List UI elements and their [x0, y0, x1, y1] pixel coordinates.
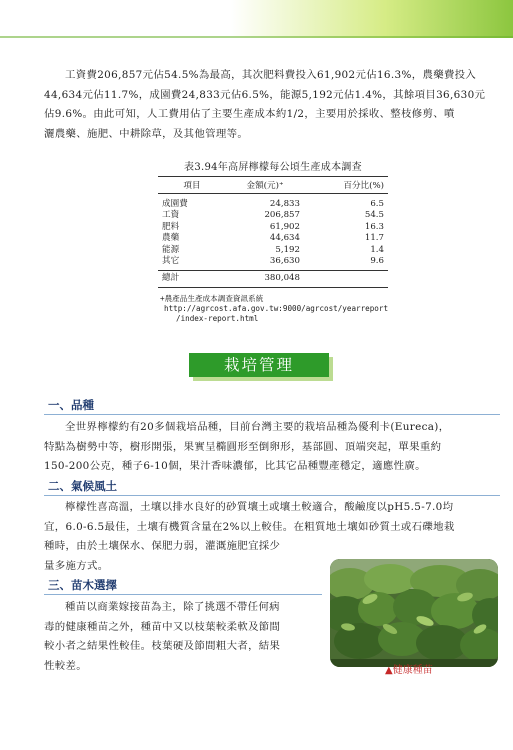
cell-total-percent: [304, 271, 388, 287]
cell-percent: 9.6: [370, 256, 384, 267]
heading-text: 一、品種: [48, 398, 94, 412]
cell-item: 肥料: [162, 221, 180, 232]
note-link[interactable]: /index-report.html: [176, 314, 259, 323]
cell-total-label: 總計: [158, 271, 226, 287]
note-line: +農產品生產成本調查資訊系統: [160, 294, 264, 303]
cell-percent: 54.5: [364, 210, 384, 221]
cell-amount: 206,857: [264, 210, 300, 221]
paragraph-line: 性較差。: [44, 659, 87, 672]
cost-table: [158, 176, 388, 288]
cell-item: 農藥: [162, 233, 180, 244]
table-header-row: [158, 177, 388, 194]
cell-amount: 61,902: [269, 221, 300, 232]
paragraph-line: 較小者之結果性較佳。枝葉硬及節間粗大者，結果: [44, 640, 281, 653]
header-divider: [0, 36, 513, 38]
heading-text: 二、氣候風土: [48, 479, 117, 493]
seedling-photo: [330, 559, 498, 667]
header-item: 項目: [158, 177, 226, 194]
section-heading-variety: [44, 397, 500, 415]
header-percent: 百分比(%): [304, 177, 388, 194]
header-amount: 金額(元)⁺: [226, 177, 304, 194]
cell-item: 工資: [162, 210, 180, 221]
table-row: [158, 210, 388, 221]
intro-line: 44,634元佔11.7%，成園費24,833元佔6.5%，能源5,192元佔1.4%，其餘項目36,630元: [44, 88, 486, 101]
cell-item: 成園費: [162, 199, 188, 209]
intro-line: 灑農藥、施肥、中耕除草，及其他管理等。: [44, 127, 249, 140]
note-link[interactable]: http://agrcost.afa.gov.tw:9000/agrcost/yearreport: [164, 304, 389, 313]
heading-underline: [44, 495, 500, 496]
table-row: [158, 222, 388, 233]
paragraph-line: 宜，6.0-6.5最佳，土壤有機質含量在2%以上較佳。在粗質地土壤如砂質土或石礫地栽: [44, 520, 455, 533]
cell-percent: 11.7: [364, 233, 384, 244]
table-row: [158, 194, 388, 211]
heading-underline: [44, 414, 500, 415]
paragraph-line: 全世界檸檬約有20多個栽培品種，目前台灣主要的栽培品種為優利卡(Eureca)，: [65, 421, 450, 433]
cell-amount: 24,833: [269, 199, 300, 209]
paragraph-line: 種時，由於土壤保水、保肥力弱，灌溉施肥宜採少: [44, 540, 281, 553]
cell-percent: 1.4: [370, 244, 384, 255]
intro-paragraph: [44, 66, 500, 144]
paragraph-line: 特點為樹勢中等，樹形開張，果實呈橢圓形至倒卵形，基部圓、頂端突起，單果重約: [44, 440, 442, 453]
cost-table-block: [158, 158, 388, 288]
paragraph-line: 毒的健康種苗之外，種苗中又以枝葉較柔軟及節間: [44, 620, 281, 633]
seedling-paragraph: [44, 598, 327, 676]
intro-line: 佔9.6%。由此可知，人工費用佔了主要生產成本約1/2，主要用於採收、整枝修剪、噴: [44, 108, 455, 121]
cell-percent: 16.3: [364, 221, 384, 232]
paragraph-line: 量多施方式。: [44, 559, 109, 572]
cell-amount: 36,630: [269, 256, 300, 267]
intro-line: 工資費206,857元佔54.5%為最高，其次肥料費投入61,902元佔16.3%，農藥費投入: [65, 69, 477, 81]
paragraph-line: 150-200公克，種子6-10個，果汁香味濃郁，比其它品種豐產穩定，適應性廣。: [44, 460, 426, 473]
cell-item: 其它: [162, 256, 180, 267]
heading-underline: [44, 594, 322, 595]
table-row: [158, 233, 388, 244]
table-row: [158, 245, 388, 256]
cell-item: 能源: [162, 244, 180, 255]
cell-percent: 6.5: [370, 199, 384, 209]
table-total-row: [158, 271, 388, 287]
table-row: [158, 256, 388, 271]
cell-amount: 44,634: [269, 233, 300, 244]
variety-paragraph: [44, 418, 500, 477]
heading-text: 三、苗木選擇: [48, 578, 117, 592]
seedling-photo-illustration: [330, 559, 498, 667]
paragraph-line: 檸檬性喜高溫，土壤以排水良好的砂質壤土或壤土較適合，酸鹼度以pH5.5-7.0均: [65, 501, 454, 513]
section-heading-climate: [44, 478, 500, 496]
section-banner: 栽培管理: [189, 353, 329, 377]
photo-caption: ▲健康種苗: [385, 665, 433, 676]
cell-total-amount: 380,048: [226, 271, 304, 287]
table-title: 表3.94年高屏檸檬每公頃生產成本調查: [184, 162, 362, 173]
paragraph-line: 種苗以商業嫁接苗為主，除了挑選不帶任何病: [65, 601, 280, 613]
table-source-note: [160, 294, 400, 324]
header-gradient-bar: [0, 0, 513, 38]
cell-amount: 5,192: [275, 244, 300, 255]
